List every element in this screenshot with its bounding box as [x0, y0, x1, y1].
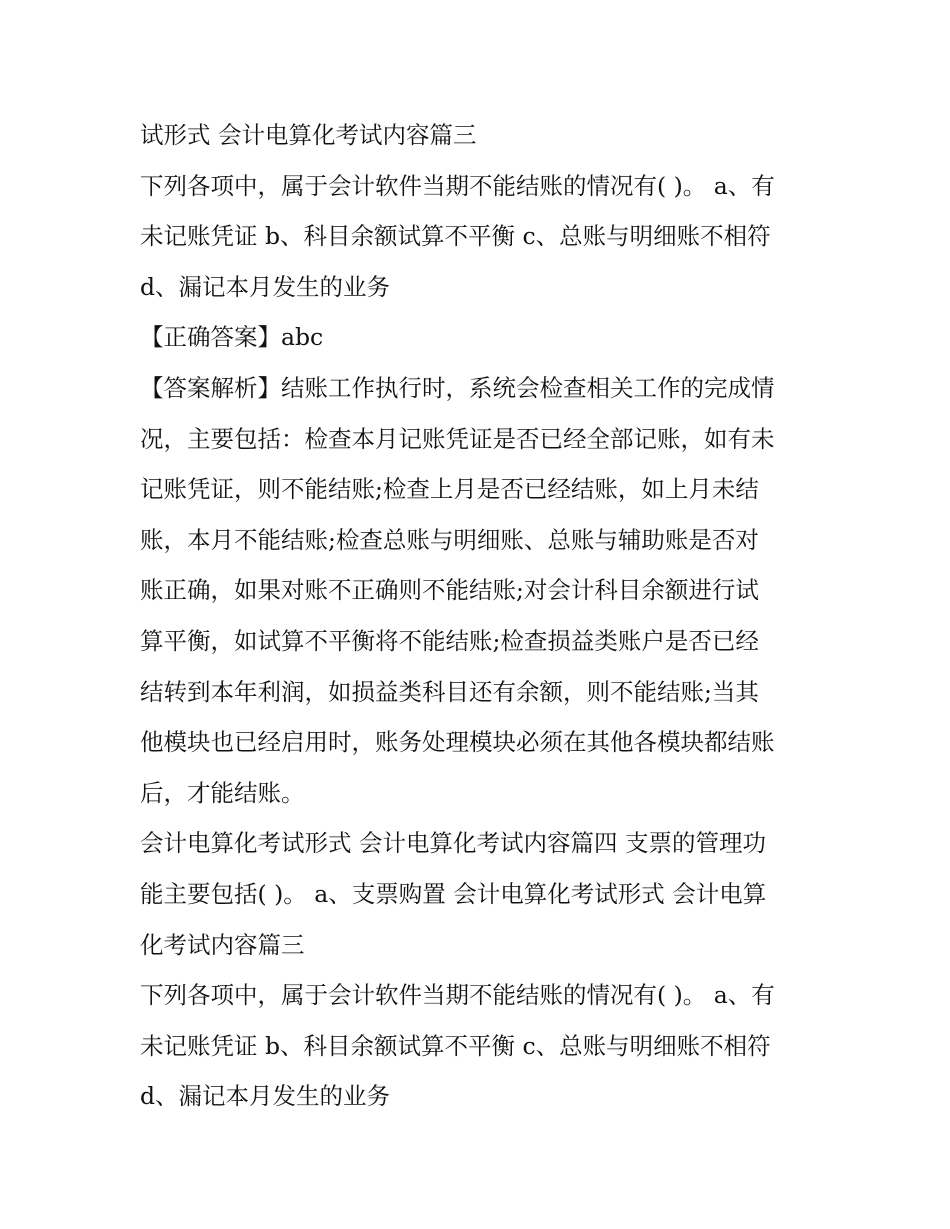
text-line-16: 能主要包括( )。 a、支票购置 会计电算化考试形式 会计电算 — [140, 879, 767, 908]
text-line-17: 化考试内容篇三 — [140, 930, 305, 959]
answer-analysis-line-4: 账，本月不能结账;检查总账与明细账、总账与辅助账是否对 — [140, 525, 759, 554]
correct-answer-line: 【正确答案】abc — [140, 323, 324, 352]
answer-analysis-line-6: 算平衡，如试算不平衡将不能结账;检查损益类账户是否已经 — [140, 626, 759, 655]
text-line-2: 下列各项中，属于会计软件当期不能结账的情况有( )。 a、有 — [140, 171, 775, 200]
text-line-18: 下列各项中，属于会计软件当期不能结账的情况有( )。 a、有 — [140, 981, 775, 1010]
text-line-19: 未记账凭证 b、科目余额试算不平衡 c、总账与明细账不相符 — [140, 1031, 771, 1060]
text-line-3: 未记账凭证 b、科目余额试算不平衡 c、总账与明细账不相符 — [140, 222, 771, 251]
text-line-15: 会计电算化考试形式 会计电算化考试内容篇四 支票的管理功 — [140, 829, 766, 858]
answer-analysis-line-3: 记账凭证，则不能结账;检查上月是否已经结账，如上月未结 — [140, 475, 759, 504]
answer-analysis-line-8: 他模块也已经启用时，账务处理模块必须在其他各模块都结账 — [140, 728, 775, 757]
answer-analysis-line-2: 况，主要包括：检查本月记账凭证是否已经全部记账，如有未 — [140, 424, 775, 453]
document-page — [140, 110, 820, 1122]
text-line-20: d、漏记本月发生的业务 — [140, 1082, 391, 1111]
text-line-4: d、漏记本月发生的业务 — [140, 272, 391, 301]
answer-analysis-line-1: 【答案解析】结账工作执行时，系统会检查相关工作的完成情 — [140, 373, 775, 402]
text-line-1: 试形式 会计电算化考试内容篇三 — [140, 121, 477, 149]
answer-analysis-line-7: 结转到本年利润，如损益类科目还有余额，则不能结账;当其 — [140, 677, 759, 706]
answer-analysis-line-5: 账正确，如果对账不正确则不能结账;对会计科目余额进行试 — [140, 576, 759, 605]
answer-analysis-line-9: 后，才能结账。 — [140, 778, 305, 807]
